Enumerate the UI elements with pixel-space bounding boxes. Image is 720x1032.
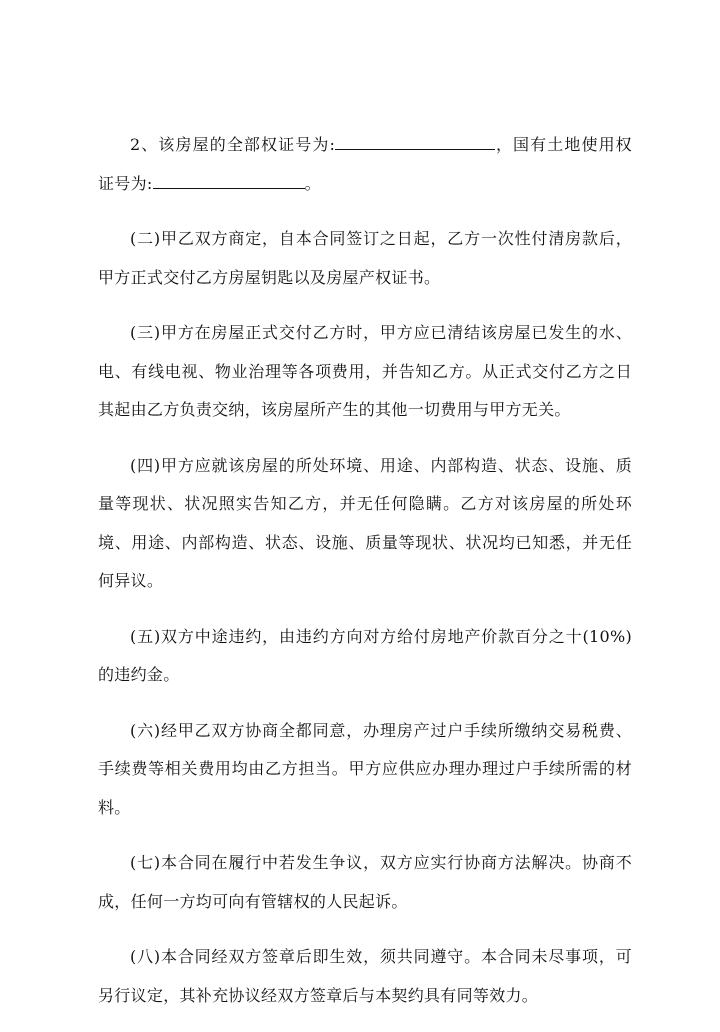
paragraph-4: (四)甲方应就该房屋的所处环境、用途、内部构造、状态、设施、质量等现状、状况照实告知乙方，并无任何隐瞒。乙方对该房屋的所处环境、用途、内部构造、状态、设施、质量等现状、状况均已知悉，并无任何异议。: [98, 455, 632, 590]
certificate-label: 2、该房屋的全部权证号为:: [130, 135, 336, 154]
paragraph-5: (五)双方中途违约，由违约方向对方给付房地产价款百分之十(10%)的违约金。: [98, 626, 632, 684]
paragraph-8: (八)本合同经双方签章后即生效，须共同遵守。本合同未尽事项，可另行议定，其补充协议经双方签章后与本契约具有同等效力。: [98, 947, 632, 1005]
period: 。: [304, 173, 321, 193]
paragraph-certificate-numbers: [98, 126, 632, 203]
paragraph-6: (六)经甲乙双方协商全都同意，办理房产过户手续所缴纳交易税费、手续费等相关费用均由乙方担当。甲方应供应办理办理过户手续所需的材料。: [98, 720, 632, 817]
paragraph-2: (二)甲乙双方商定，自本合同签订之日起，乙方一次性付清房款后，甲方正式交付乙方房屋钥匙以及房屋产权证书。: [98, 229, 632, 287]
land-certificate-blank: [153, 174, 305, 189]
document-body: [98, 126, 632, 1032]
paragraph-7: (七)本合同在履行中若发生争议，双方应实行协商方法解决。协商不成，任何一方均可向有管辖权的人民起诉。: [98, 853, 632, 911]
property-certificate-blank: [335, 135, 495, 150]
paragraph-3: (三)甲方在房屋正式交付乙方时，甲方应已清结该房屋已发生的水、电、有线电视、物业治理等各项费用，并告知乙方。从正式交付乙方之日其起由乙方负责交纳，该房屋所产生的其他一切费用与甲方无关。: [98, 323, 632, 419]
land-certificate-label: ，国有土地使用权证号为:: [98, 135, 632, 193]
